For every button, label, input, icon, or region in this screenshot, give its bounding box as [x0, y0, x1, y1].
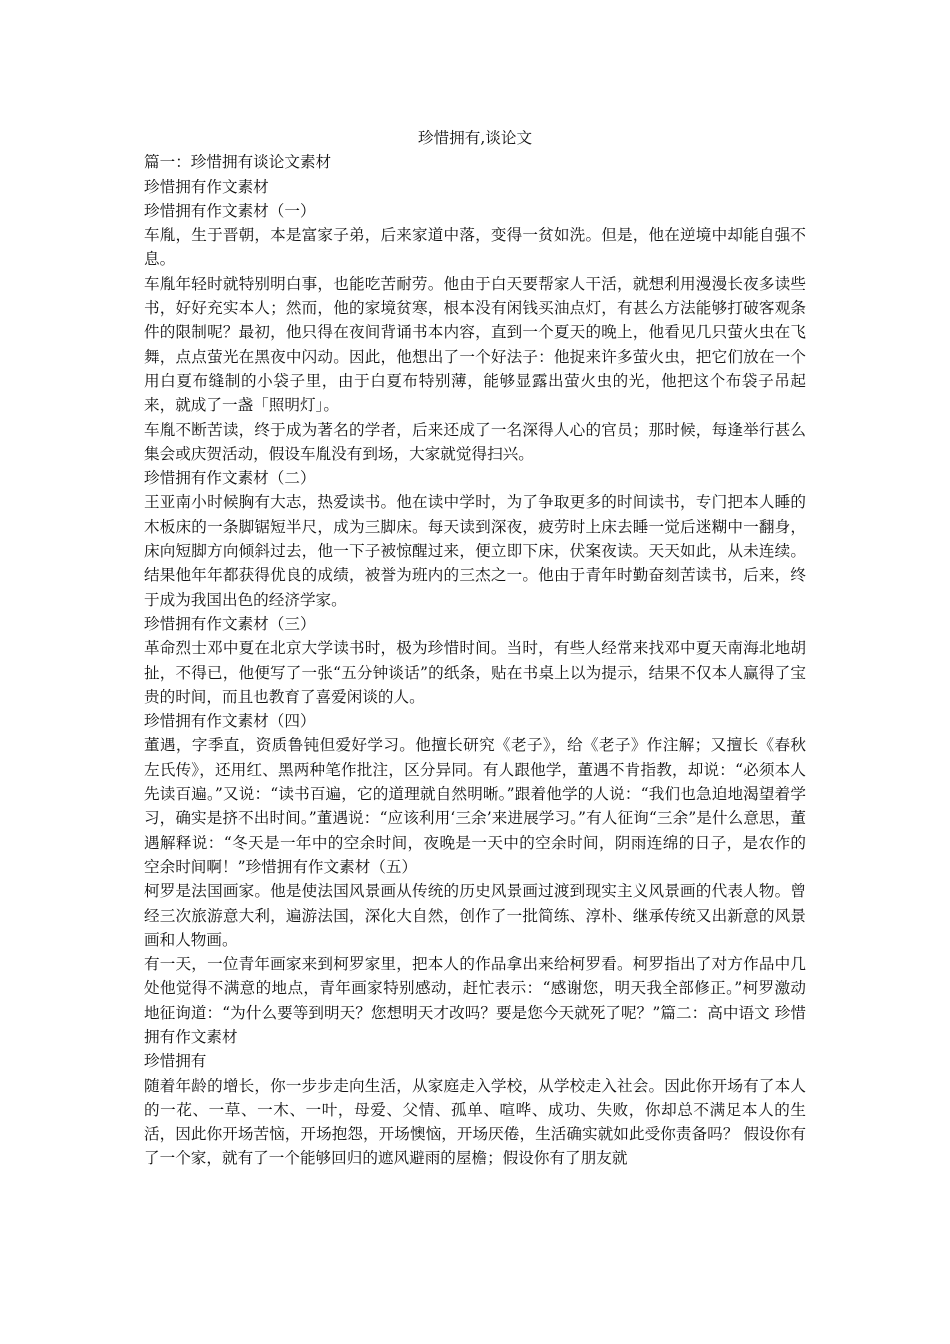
paragraph-body: 随着年龄的增长，你一步步走向生活，从家庭走入学校，从学校走入社会。因此你开场有了本人的一花、一草、一木、一叶，母爱、父情、孤单、喧哗、成功、失败，你却总不满足本人的生活，因此你开场苦恼，开场抱怨，开场懊恼，开场厌倦，生活确实就如此受你责备吗？ 假设你有了一个家，就有了一个能够回归的遮风避雨的屋檐；假设你有了朋友就 — [144, 1076, 806, 1168]
paragraph-material-heading-2: 珍惜拥有作文素材（二） — [144, 469, 316, 488]
paragraph-heading: 珍惜拥有 — [144, 1052, 207, 1071]
paragraph-material-heading-1: 珍惜拥有作文素材（一） — [144, 201, 316, 220]
paragraph-material-heading-4: 珍惜拥有作文素材（四） — [144, 712, 316, 731]
document-body — [144, 126, 806, 1171]
paragraph-body: 车胤，生于晋朝，本是富家子弟，后来家道中落，变得一贫如洗。但是，他在逆境中却能自强不息。 — [144, 226, 806, 269]
paragraph-subheading: 珍惜拥有作文素材 — [144, 177, 269, 196]
paragraph-body: 王亚南小时候胸有大志，热爱读书。他在读中学时，为了争取更多的时间读书，专门把本人睡的木板床的一条脚锯短半尺，成为三脚床。每天读到深夜，疲劳时上床去睡一觉后迷糊中一翻身，床向短脚方向倾斜过去，他一下子被惊醒过来，便立即下床，伏案夜读。天天如此，从未连续。结果他年年都获得优良的成绩，被誉为班内的三杰之一。他由于青年时勤奋刻苦读书，后来，终于成为我国出色的经济学家。 — [144, 493, 806, 609]
paragraph-material-heading-3: 珍惜拥有作文素材（三） — [144, 614, 316, 633]
paragraph-body: 革命烈士邓中夏在北京大学读书时，极为珍惜时间。当时，有些人经常来找邓中夏天南海北地胡扯，不得已，他便写了一张“五分钟谈话”的纸条，贴在书桌上以为提示，结果不仅本人赢得了宝贵的时间，而且也教育了喜爱闲谈的人。 — [144, 639, 806, 706]
paragraph-body: 柯罗是法国画家。他是使法国风景画从传统的历史风景画过渡到现实主义风景画的代表人物。曾经三次旅游意大利，遍游法国，深化大自然，创作了一批简练、淳朴、继承传统又出新意的风景画和人物画。 — [144, 882, 806, 949]
paragraph-body: 有一天，一位青年画家来到柯罗家里，把本人的作品拿出来给柯罗看。柯罗指出了对方作品中几处他觉得不满意的地点，青年画家特别感动，赶忙表示：“感谢您，明天我全部修正。”柯罗激动地征询道：“为什么要等到明天？您想明天才改吗？要是您今天就死了呢？”篇二：高中语文 珍惜拥有作文素材 — [144, 955, 806, 1046]
paragraph-body: 车胤年轻时就特别明白事，也能吃苦耐劳。他由于白天要帮家人干活，就想利用漫漫长夜多读些书，好好充实本人；然而，他的家境贫寒，根本没有闲钱买油点灯，有甚么方法能够打破客观条件的限制呢？最初，他只得在夜间背诵书本内容，直到一个夏天的晚上，他看见几只萤火虫在飞舞，点点萤光在黑夜中闪动。因此，他想出了一个好法子：他捉来许多萤火虫，把它们放在一个用白夏布缝制的小袋子里，由于白夏布特别薄，能够显露出萤火虫的光，他把这个布袋子吊起来，就成了一盏「照明灯」。 — [144, 274, 806, 415]
paragraph-body: 车胤不断苦读，终于成为著名的学者，后来还成了一名深得人心的官员；那时候，每逢举行甚么集会或庆贺活动，假设车胤没有到场，大家就觉得扫兴。 — [144, 420, 806, 463]
paragraph-section-heading-1: 篇一：珍惜拥有谈论文素材 — [144, 153, 332, 172]
paragraph-body: 董遇，字季直，资质鲁钝但爱好学习。他擅长研究《老子》，给《老子》作注解；又擅长《春秋左氏传》，还用红、黑两种笔作批注，区分异同。有人跟他学，董遇不肯指教，却说：“必须本人先读百遍。”又说：“读书百遍，它的道理就自然明晰。”跟着他学的人说：“我们也急迫地渴望着学习，确实是挤不出时间。”董遇说：“应该利用‘三余’来进展学习。”有人征询“三余”是什么意思，董遇解释说：“冬天是一年中的空余时间，夜晚是一天中的空余时间，阴雨连绵的日子，是农作的空余时间啊！”珍惜拥有作文素材（五） — [144, 736, 806, 876]
document-title: 珍惜拥有,谈论文 — [417, 129, 533, 147]
